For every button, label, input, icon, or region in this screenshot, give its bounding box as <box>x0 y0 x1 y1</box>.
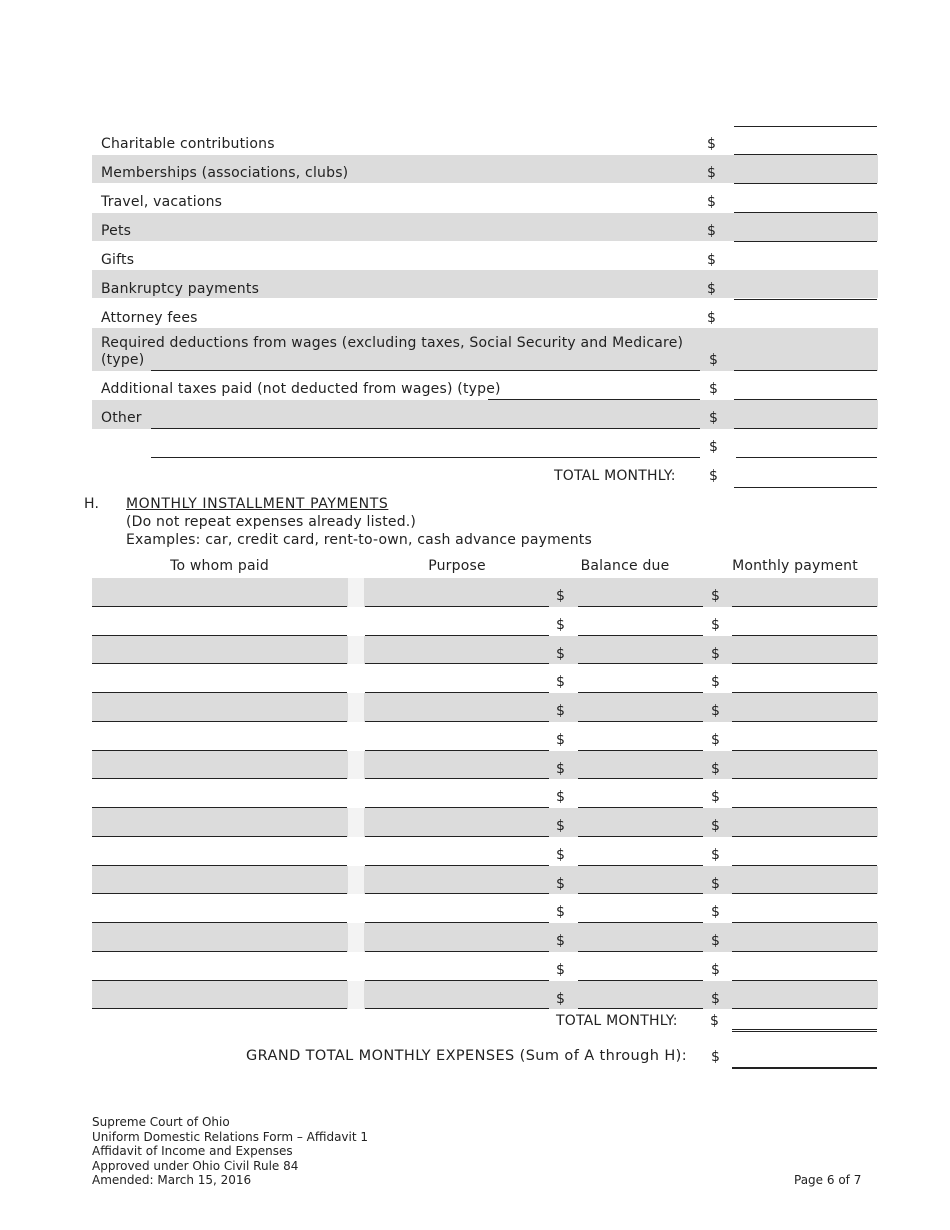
column-gap <box>348 636 364 665</box>
column-gap <box>348 751 364 780</box>
section-h-examples: Examples: car, credit card, rent-to-own, cash advance payments <box>126 532 592 548</box>
installment-row-shade <box>92 693 878 722</box>
monthly-payment-field[interactable] <box>732 721 877 722</box>
monthly-payment-field[interactable] <box>732 1008 877 1009</box>
installment-row-shade <box>92 751 878 780</box>
footer-line: Affidavit of Income and Expenses <box>92 1144 293 1159</box>
purpose-field[interactable] <box>365 778 549 779</box>
balance-due-field[interactable] <box>578 1008 703 1009</box>
currency-sign: $ <box>711 703 720 719</box>
additional-taxes-label: Additional taxes paid (not deducted from wages) (type) <box>101 381 501 397</box>
other-description-field-2[interactable] <box>151 457 700 458</box>
column-gap <box>348 923 364 952</box>
purpose-field[interactable] <box>365 606 549 607</box>
currency-sign: $ <box>711 933 720 949</box>
to-whom-field[interactable] <box>92 893 347 894</box>
currency-sign: $ <box>709 381 718 397</box>
to-whom-field[interactable] <box>92 663 347 664</box>
expense-label: Attorney fees <box>101 310 198 326</box>
currency-sign: $ <box>556 703 565 719</box>
currency-sign: $ <box>556 588 565 604</box>
footer-line: Amended: March 15, 2016 <box>92 1173 252 1188</box>
currency-sign: $ <box>711 904 720 921</box>
monthly-payment-field[interactable] <box>732 778 877 779</box>
section-h-total-field[interactable] <box>732 1029 877 1032</box>
section-h-letter: H. <box>84 496 100 512</box>
expense-label: Memberships (associations, clubs) <box>101 165 349 181</box>
currency-sign: $ <box>709 352 718 368</box>
section-h-note: (Do not repeat expenses already listed.) <box>126 514 417 530</box>
balance-due-field[interactable] <box>578 836 703 837</box>
balance-due-field[interactable] <box>578 663 703 664</box>
grand-total-field[interactable] <box>732 1067 877 1069</box>
installment-row-shade <box>92 578 878 607</box>
other-row <box>92 400 878 429</box>
expense-label: Pets <box>101 223 132 239</box>
currency-sign: $ <box>707 223 716 239</box>
currency-sign: $ <box>707 165 716 181</box>
column-gap <box>348 693 364 722</box>
currency-sign: $ <box>711 818 720 834</box>
currency-sign: $ <box>707 136 716 152</box>
wage-deductions-label: Required deductions from wages (excluding taxes, Social Security and Medicare) <box>101 335 684 351</box>
expense-label: Bankruptcy payments <box>101 281 260 297</box>
to-whom-field[interactable] <box>92 951 347 952</box>
expense-amount-field[interactable] <box>734 183 877 184</box>
currency-sign: $ <box>556 789 565 806</box>
currency-sign: $ <box>711 875 720 892</box>
column-gap <box>348 866 364 895</box>
installment-row-shade <box>92 981 878 1010</box>
other-amount-field[interactable] <box>734 428 877 429</box>
expense-row-shade <box>92 213 878 241</box>
purpose-field[interactable] <box>365 663 549 664</box>
section-h-total-label: TOTAL MONTHLY: <box>556 1013 678 1029</box>
currency-sign: $ <box>711 990 720 1007</box>
column-gap <box>348 578 364 607</box>
purpose-field[interactable] <box>365 893 549 894</box>
currency-sign: $ <box>556 645 565 662</box>
currency-sign: $ <box>556 731 565 748</box>
currency-sign: $ <box>709 439 718 455</box>
wage-deductions-amount-field[interactable] <box>734 370 877 371</box>
column-gap <box>348 981 364 1010</box>
currency-sign: $ <box>709 410 718 426</box>
currency-sign: $ <box>556 961 565 978</box>
currency-sign: $ <box>556 846 565 863</box>
column-gap <box>348 808 364 837</box>
other-description-field[interactable] <box>151 428 700 429</box>
currency-sign: $ <box>556 616 565 633</box>
monthly-payment-field[interactable] <box>732 951 877 952</box>
currency-sign: $ <box>707 281 716 297</box>
installment-row-shade <box>92 866 878 895</box>
currency-sign: $ <box>556 674 565 691</box>
currency-sign: $ <box>556 933 565 949</box>
currency-sign: $ <box>711 760 720 777</box>
column-header-monthly: Monthly payment <box>732 558 858 574</box>
currency-sign: $ <box>711 616 720 633</box>
footer-line: Uniform Domestic Relations Form – Affidavit 1 <box>92 1129 369 1144</box>
installment-row-shade <box>92 923 878 952</box>
wage-deductions-type-label: (type) <box>101 352 145 368</box>
currency-sign: $ <box>710 1013 719 1029</box>
expense-label: Charitable contributions <box>101 136 275 152</box>
currency-sign: $ <box>707 252 716 268</box>
balance-due-field[interactable] <box>578 951 703 952</box>
currency-sign: $ <box>711 846 720 863</box>
installment-row-shade <box>92 636 878 665</box>
other-label: Other <box>101 410 142 426</box>
currency-sign: $ <box>709 468 718 484</box>
footer-info <box>92 1115 368 1188</box>
section-g-total-label: TOTAL MONTHLY: <box>554 468 676 484</box>
grand-total-label: GRAND TOTAL MONTHLY EXPENSES (Sum of A through H): <box>246 1048 687 1064</box>
expense-amount-field[interactable] <box>734 241 877 242</box>
balance-due-field[interactable] <box>578 606 703 607</box>
wage-deductions-type-field[interactable] <box>151 370 700 371</box>
expense-label: Gifts <box>101 252 135 268</box>
balance-due-field[interactable] <box>578 778 703 779</box>
to-whom-field[interactable] <box>92 606 347 607</box>
section-h-title: MONTHLY INSTALLMENT PAYMENTS <box>126 496 389 512</box>
to-whom-field[interactable] <box>92 721 347 722</box>
balance-due-field[interactable] <box>578 721 703 722</box>
purpose-field[interactable] <box>365 1008 549 1009</box>
purpose-field[interactable] <box>365 721 549 722</box>
to-whom-field[interactable] <box>92 836 347 837</box>
currency-sign: $ <box>711 961 720 978</box>
to-whom-field[interactable] <box>92 1008 347 1009</box>
column-header-to-whom: To whom paid <box>170 558 269 574</box>
monthly-payment-field[interactable] <box>732 663 877 664</box>
currency-sign: $ <box>711 1049 720 1065</box>
currency-sign: $ <box>707 310 716 326</box>
currency-sign: $ <box>711 674 720 691</box>
purpose-field[interactable] <box>365 951 549 952</box>
currency-sign: $ <box>556 904 565 921</box>
monthly-payment-field[interactable] <box>732 606 877 607</box>
monthly-payment-field[interactable] <box>732 893 877 894</box>
footer-line: Supreme Court of Ohio <box>92 1115 230 1129</box>
monthly-payment-field[interactable] <box>732 836 877 837</box>
to-whom-field[interactable] <box>92 778 347 779</box>
prior-amount-line <box>734 126 877 127</box>
section-g-total-field[interactable] <box>734 487 877 488</box>
expense-amount-field[interactable] <box>734 299 877 300</box>
currency-sign: $ <box>711 645 720 662</box>
currency-sign: $ <box>707 194 716 210</box>
purpose-field[interactable] <box>365 836 549 837</box>
expense-label: Travel, vacations <box>101 194 223 210</box>
balance-due-field[interactable] <box>578 893 703 894</box>
currency-sign: $ <box>711 731 720 748</box>
currency-sign: $ <box>556 760 565 777</box>
column-header-purpose: Purpose <box>428 558 486 574</box>
currency-sign: $ <box>711 588 720 604</box>
installment-row-shade <box>92 808 878 837</box>
currency-sign: $ <box>556 818 565 834</box>
page-number: Page 6 of 7 <box>794 1173 862 1187</box>
currency-sign: $ <box>556 875 565 892</box>
other-amount-field-2[interactable] <box>736 457 877 458</box>
currency-sign: $ <box>711 789 720 806</box>
currency-sign: $ <box>556 990 565 1007</box>
column-header-balance: Balance due <box>580 558 670 574</box>
footer-line: Approved under Ohio Civil Rule 84 <box>92 1158 299 1173</box>
